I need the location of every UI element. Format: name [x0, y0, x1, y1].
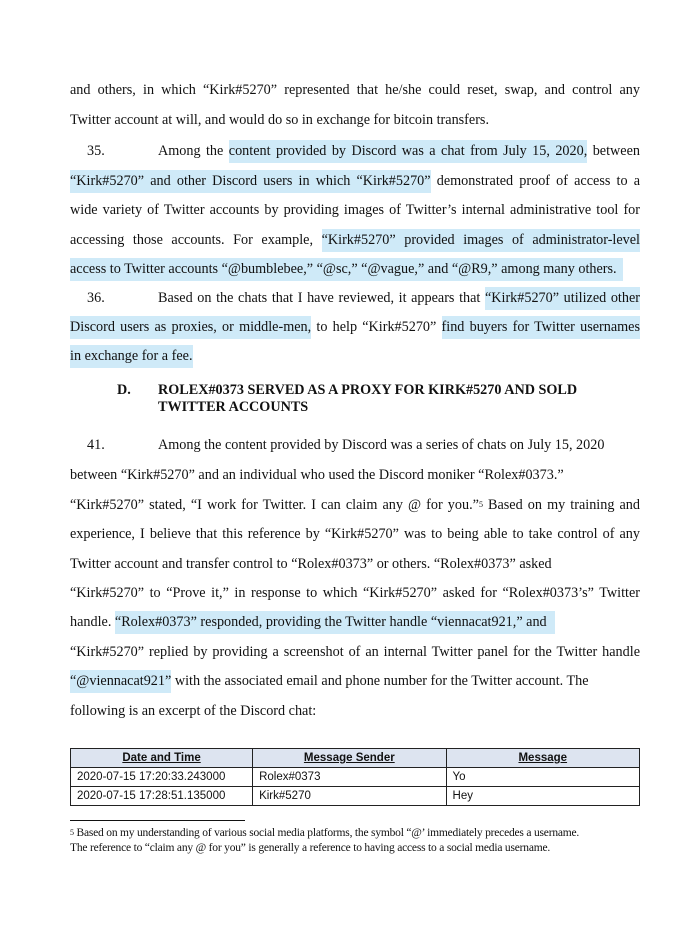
- text: Based on my training and: [482, 497, 640, 513]
- text: between: [587, 143, 640, 159]
- highlight: “Kirk#5270” and other Discord users in which “Kirk#5270”: [70, 170, 431, 193]
- footnote-line: [70, 826, 579, 840]
- text: demonstrated proof of access to a: [430, 173, 640, 189]
- highlight: “Kirk#5270” utilized other: [485, 287, 640, 310]
- text: Based on my understanding of various social media platforms, the symbol “@’ immediately precedes a username.: [73, 827, 580, 839]
- footnote-marker: 5: [70, 828, 74, 837]
- paragraph-41-line: “Kirk#5270” to “Prove it,” in response to which “Kirk#5270” asked for “Rolex#0373’s” Twitter: [70, 585, 640, 601]
- paragraph-41-line: “Kirk#5270” replied by providing a screenshot of an internal Twitter panel for the Twitter handle: [70, 644, 640, 660]
- text: Based on the chats that I have reviewed, it appears that: [158, 290, 485, 306]
- text: handle.: [70, 614, 115, 630]
- footnote-ref[interactable]: 5: [478, 500, 483, 509]
- section-title-line: ROLEX#0373 SERVED AS A PROXY FOR KIRK#5270 AND SOLD: [158, 382, 578, 398]
- table-header-row: [71, 749, 640, 768]
- paragraph-41-line: [70, 496, 640, 514]
- section-title-line: TWITTER ACCOUNTS: [158, 399, 309, 415]
- table-row: [71, 768, 640, 787]
- paragraph-41-line: [70, 436, 640, 454]
- column-header-message: Message: [446, 749, 639, 768]
- body-line: and others, in which “Kirk#5270” represented that he/she could reset, swap, and control any: [70, 82, 640, 98]
- highlight: “@viennacat921”: [70, 670, 171, 693]
- discord-chat-table: [70, 748, 640, 806]
- paragraph-36-line: [70, 347, 640, 365]
- paragraph-36-line: [70, 289, 640, 307]
- text: to help “Kirk#5270”: [311, 319, 442, 335]
- paragraph-36-line: [70, 318, 640, 336]
- highlight: content provided by Discord was a chat from July 15, 2020,: [229, 140, 588, 163]
- footnote-divider: [70, 820, 245, 821]
- cell-message: Yo: [446, 768, 639, 787]
- column-header-message-sender: Message Sender: [253, 749, 446, 768]
- paragraph-35-line: [70, 172, 640, 190]
- paragraph-41-line: following is an excerpt of the Discord chat:: [70, 703, 317, 719]
- paragraph-35-line: [70, 260, 640, 278]
- footnote-line: The reference to “claim any @ for you” is generally a reference to having access to a social media username.: [70, 842, 551, 854]
- cell-date-time: 2020-07-15 17:20:33.243000: [71, 768, 253, 787]
- highlight: access to Twitter accounts “@bumblebee,” “@sc,” “@vague,” and “@R9,” among many others.: [70, 258, 623, 281]
- paragraph-number: 41.: [87, 437, 105, 453]
- paragraph-41-line: [70, 613, 640, 631]
- highlight: “Kirk#5270” provided images of administrator-level: [322, 229, 640, 252]
- column-header-date-time: Date and Time: [71, 749, 253, 768]
- highlight: find buyers for Twitter usernames: [442, 316, 640, 339]
- cell-message-sender: Rolex#0373: [253, 768, 446, 787]
- text: “Kirk#5270” stated, “I work for Twitter. I can claim any @ for you.”: [70, 497, 479, 513]
- cell-date-time: 2020-07-15 17:28:51.135000: [71, 787, 253, 806]
- paragraph-41-line: between “Kirk#5270” and an individual who used the Discord moniker “Rolex#0373.”: [70, 467, 564, 483]
- highlight: “Rolex#0373” responded, providing the Twitter handle “viennacat921,” and: [115, 611, 555, 634]
- highlight: Discord users as proxies, or middle-men,: [70, 316, 311, 339]
- paragraph-35-line: wide variety of Twitter accounts by providing images of Twitter’s internal administrative tool for: [70, 202, 640, 218]
- section-letter: D.: [117, 382, 131, 398]
- text: Among the content provided by Discord was a series of chats on July 15, 2020: [158, 437, 605, 453]
- highlight: in exchange for a fee.: [70, 345, 193, 368]
- paragraph-41-line: [70, 672, 640, 690]
- text: accessing those accounts. For example,: [70, 232, 322, 248]
- table-row: [71, 787, 640, 806]
- paragraph-number: 35.: [87, 143, 105, 159]
- paragraph-35-line: [70, 142, 640, 160]
- body-line: Twitter account at will, and would do so in exchange for bitcoin transfers.: [70, 112, 489, 128]
- paragraph-35-line: [70, 231, 640, 249]
- cell-message-sender: Kirk#5270: [253, 787, 446, 806]
- paragraph-41-line: Twitter account and transfer control to “Rolex#0373” or others. “Rolex#0373” asked: [70, 556, 552, 572]
- text: Among the: [158, 143, 229, 159]
- text: with the associated email and phone number for the Twitter account. The: [171, 673, 589, 689]
- cell-message: Hey: [446, 787, 639, 806]
- paragraph-number: 36.: [87, 290, 105, 306]
- paragraph-41-line: experience, I believe that this reference by “Kirk#5270” was to being able to take control of any: [70, 526, 640, 542]
